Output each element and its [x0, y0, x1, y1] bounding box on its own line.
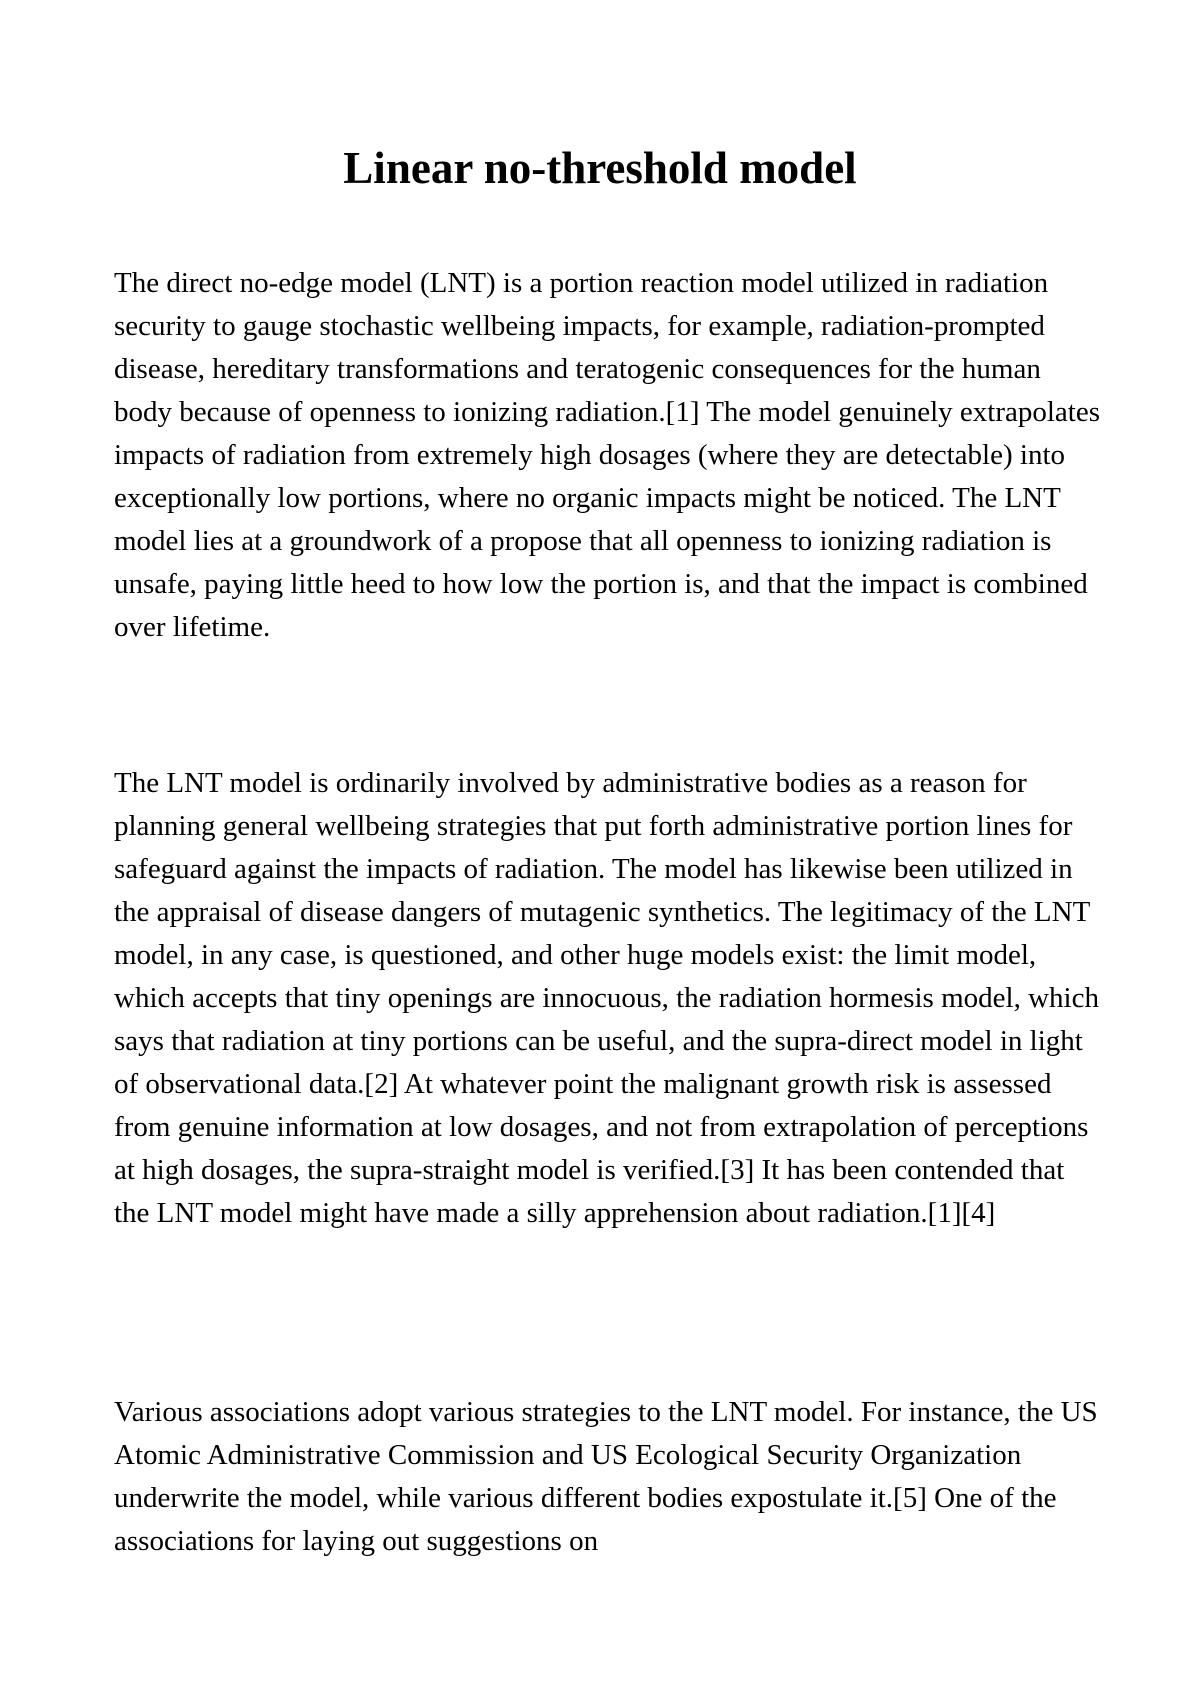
paragraph-3: Various associations adopt various strategies to the LNT model. For instance, the US Atomic Administrative Commission and US Ecological Security Organization underwrite the model, while various different bodies expostulate it.[5] One of the associations for laying out suggestions on: [114, 1396, 1098, 1557]
paragraph-2: The LNT model is ordinarily involved by administrative bodies as a reason for planning general wellbeing strategies that put forth administrative portion lines for safeguard against the impacts of radiation. The model has likewise been utilized in the appraisal of disease dangers of mutagenic synthetics. The legitimacy of the LNT model, in any case, is questioned, and other huge models exist: the limit model, which accepts that tiny openings are innocuous, the radiation hormesis model, which says that radiation at tiny portions can be useful, and the supra-direct model in light of observational data.[2] At whatever point the malignant growth risk is assessed from genuine information at low dosages, and not from extrapolation of perceptions at high dosages, the supra-straight model is verified.[3] It has been contended that the LNT model might have made a silly apprehension about radiation.[1][4]: [114, 767, 1099, 1229]
paragraph-1: The direct no-edge model (LNT) is a portion reaction model utilized in radiation security to gauge stochastic wellbeing impacts, for example, radiation-prompted disease, hereditary transformations and teratogenic consequences for the human body because of openness to ionizing radiation.[1] The model genuinely extrapolates impacts of radiation from extremely high dosages (where they are detectable) into exceptionally low portions, where no organic impacts might be noticed. The LNT model lies at a groundwork of a propose that all openness to ionizing radiation is unsafe, paying little heed to how low the portion is, and that the impact is combined over lifetime.: [114, 267, 1100, 643]
page-title: Linear no-threshold model: [343, 143, 857, 193]
